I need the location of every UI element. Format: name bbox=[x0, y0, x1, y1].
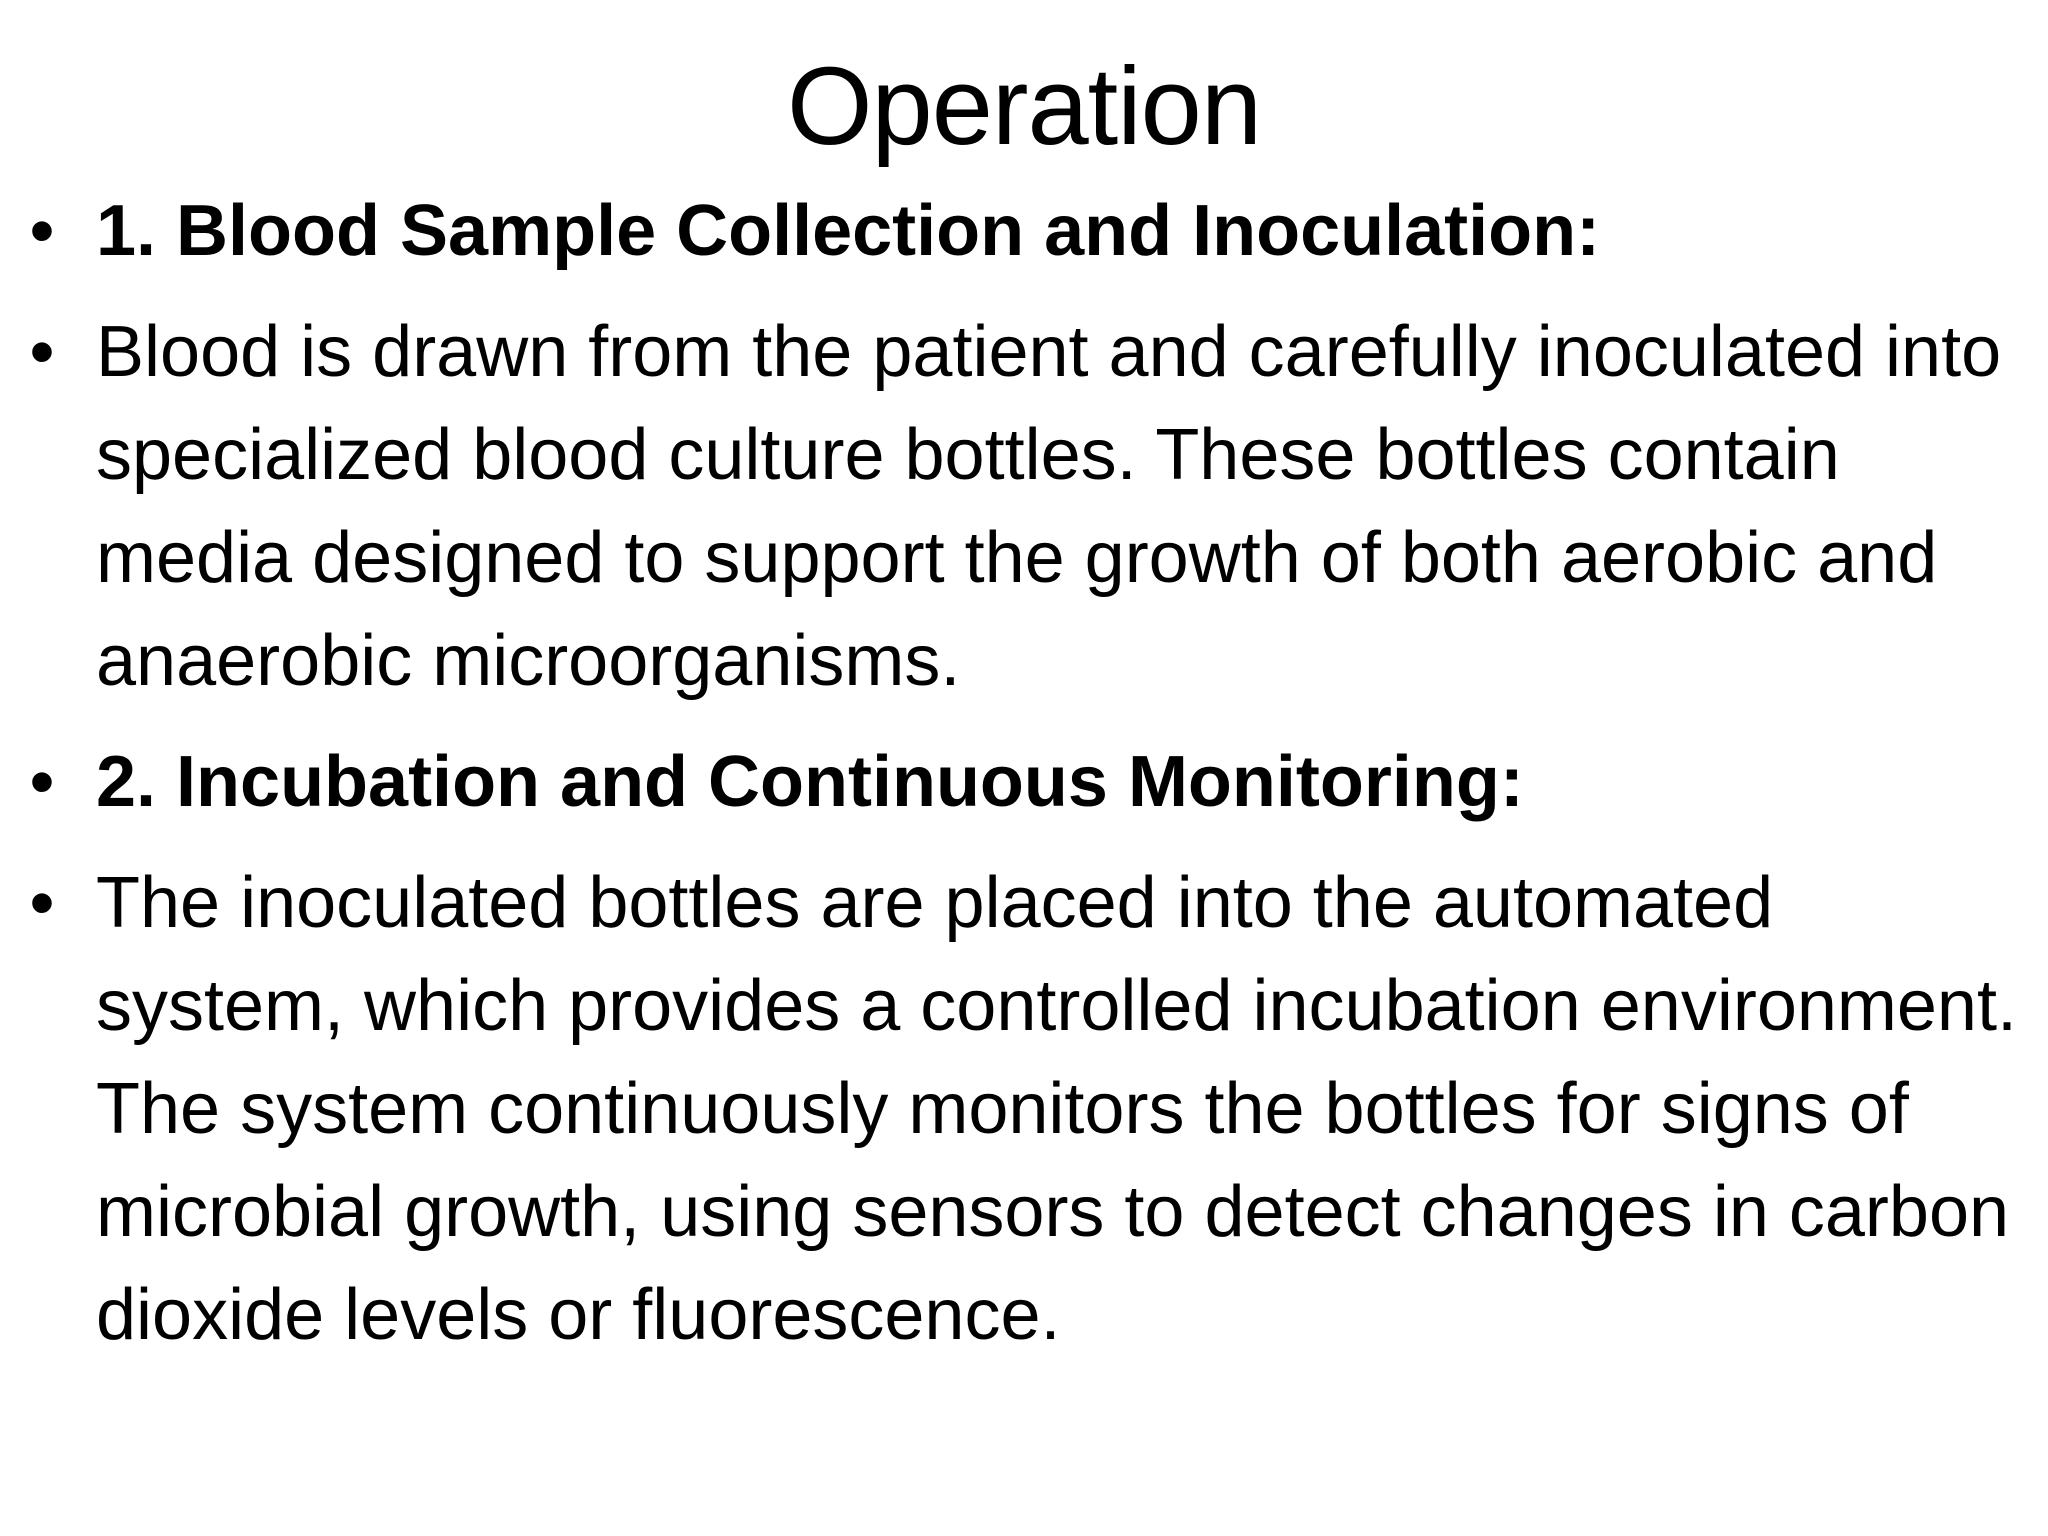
bullet-item-heading-1 bbox=[0, 180, 2048, 283]
bullet-text: 2. Incubation and Continuous Monitoring: bbox=[96, 742, 1524, 822]
bullet-dot-icon: • bbox=[29, 863, 55, 943]
slide-title: Operation bbox=[786, 45, 1262, 168]
bullet-dot-icon: • bbox=[29, 312, 55, 392]
bullet-dot-icon: • bbox=[29, 191, 55, 271]
bullet-item-paragraph-2 bbox=[0, 852, 2048, 1367]
bullet-item-heading-2 bbox=[0, 731, 2048, 834]
bullet-text: 1. Blood Sample Collection and Inoculation: bbox=[96, 191, 1601, 271]
bullet-item-paragraph-1 bbox=[0, 301, 2048, 713]
bullet-text: The inoculated bottles are placed into the automated system, which provides a controlled incubation environment. The system continuously monitors the bottles for signs of microbial growth, using sensors to detect changes in carbon dioxide levels or fluorescence. bbox=[96, 863, 2017, 1355]
bullet-text: Blood is drawn from the patient and carefully inoculated into specialized blood culture bottles. These bottles contain media designed to support the growth of both aerobic and anaerobic microorganisms. bbox=[96, 312, 2002, 701]
bullet-dot-icon: • bbox=[29, 742, 55, 822]
bullet-list bbox=[0, 180, 2048, 1385]
